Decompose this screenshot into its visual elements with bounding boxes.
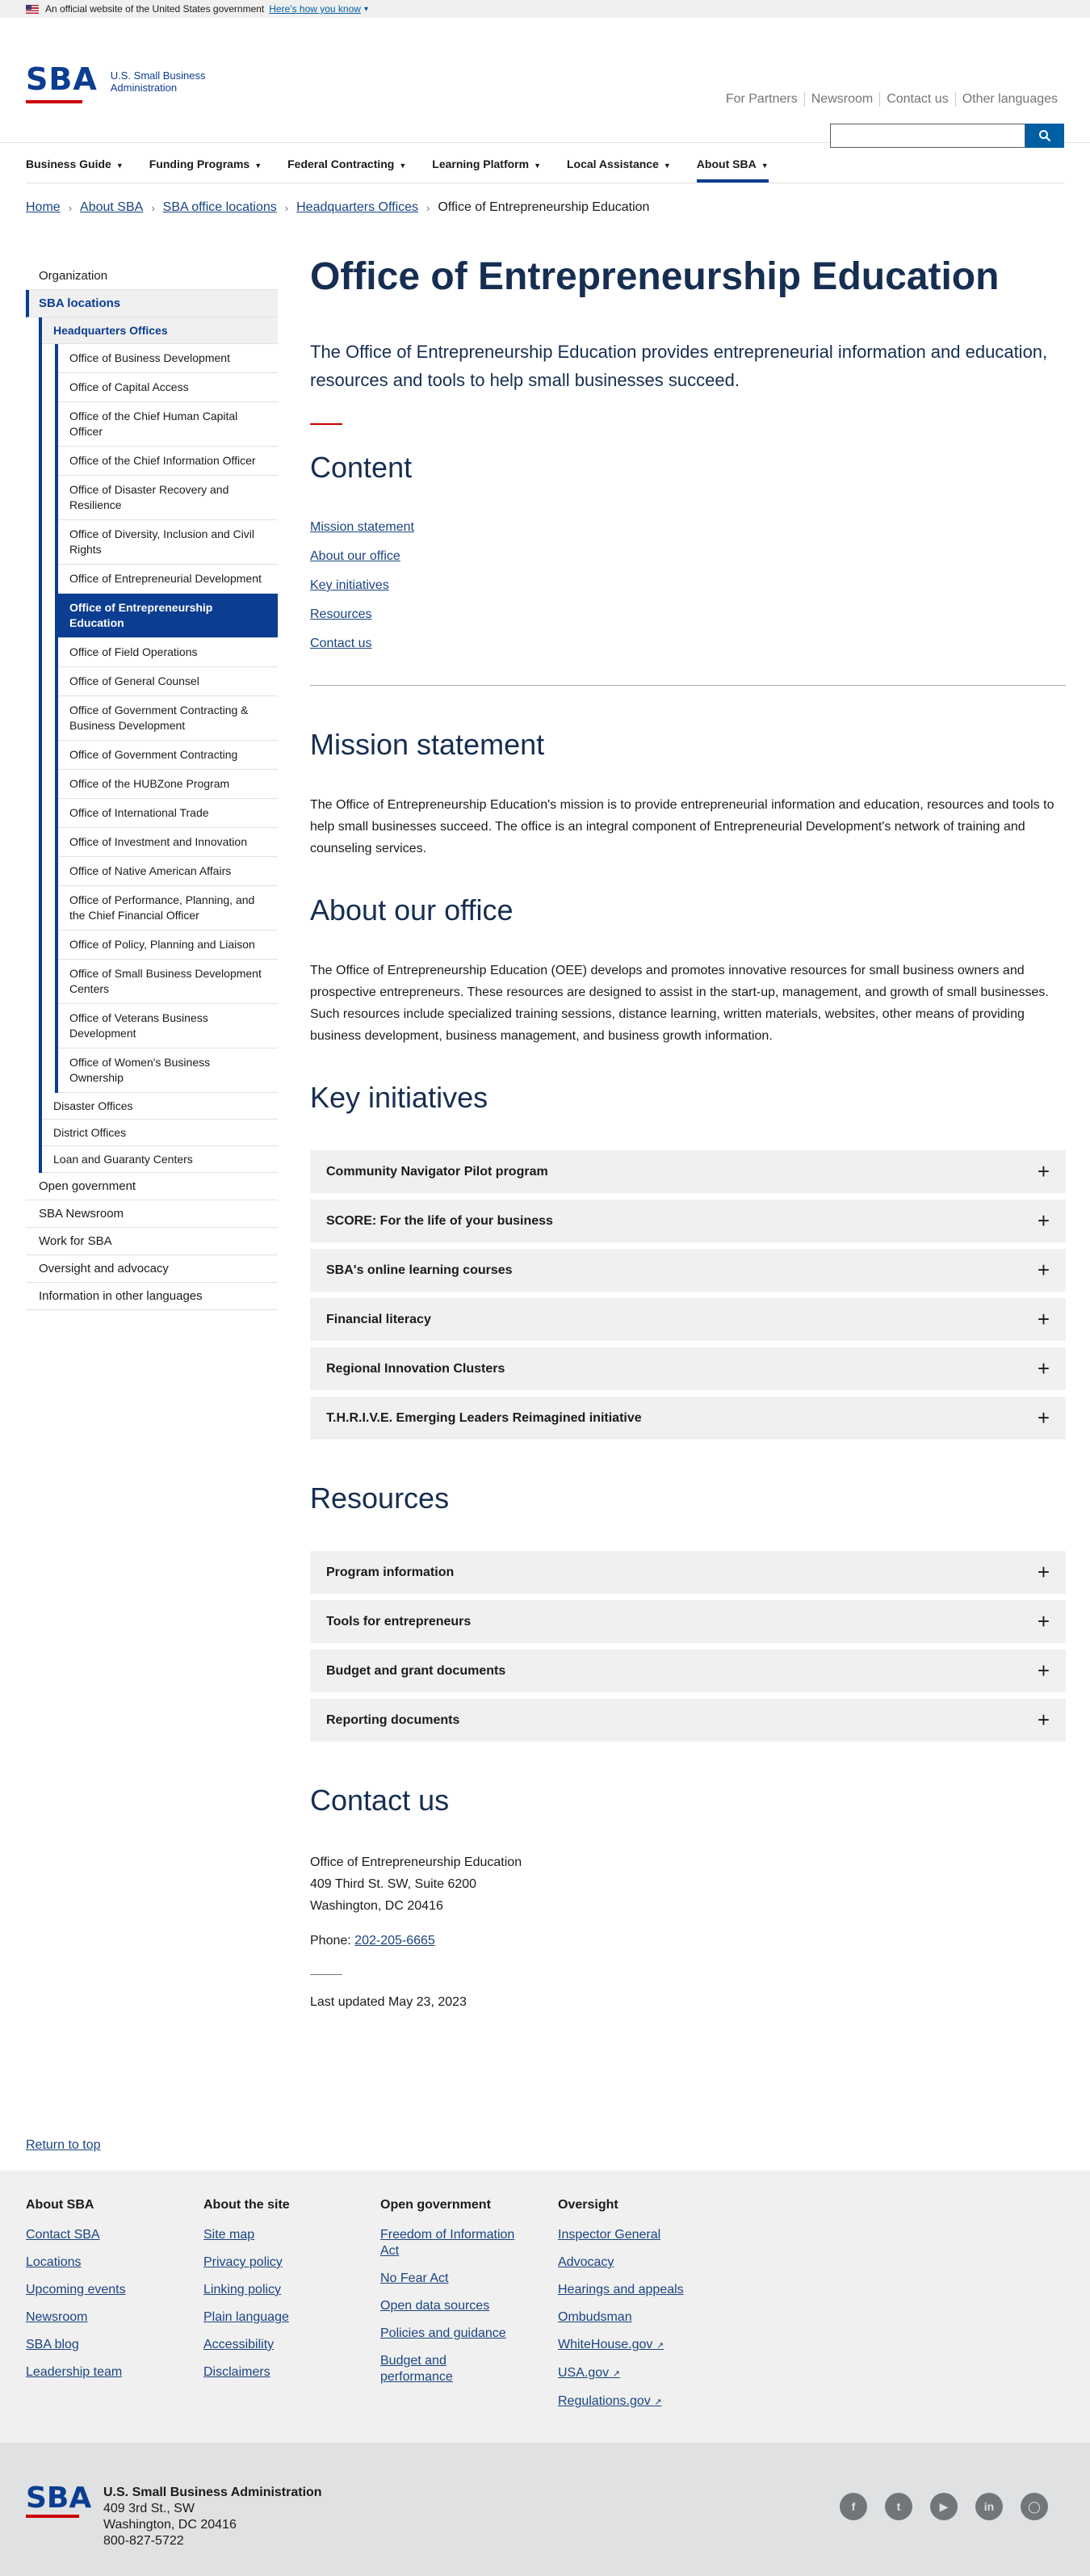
sidenav-oversight-advocacy[interactable]: Oversight and advocacy xyxy=(26,1255,278,1283)
footer-link[interactable]: Contact SBA xyxy=(26,2228,100,2242)
sidenav-hq-office[interactable]: Office of Native American Affairs xyxy=(58,857,278,886)
accordion-item[interactable]: Reporting documents + xyxy=(310,1699,1066,1742)
utility-nav xyxy=(719,92,1064,107)
sidenav-sba-locations[interactable]: SBA locations xyxy=(26,290,278,317)
chevron-right-icon: › xyxy=(284,201,289,214)
footer-link-external[interactable]: WhiteHouse.gov ↗ xyxy=(558,2338,664,2351)
footer-link[interactable]: Locations xyxy=(26,2255,82,2269)
accordion-item[interactable]: T.H.R.I.V.E. Emerging Leaders Reimagined initiative + xyxy=(310,1397,1066,1439)
initiatives-heading: Key initiatives xyxy=(310,1081,488,1114)
chevron-right-icon: › xyxy=(151,201,155,214)
sidenav-locations-sublist xyxy=(39,317,278,1173)
chevron-down-icon: ▼ xyxy=(663,162,671,170)
sidenav-hq-office[interactable]: Office of Investment and Innovation xyxy=(58,828,278,857)
sba-logo[interactable] xyxy=(26,58,206,105)
accordion-item[interactable]: SBA's online learning courses + xyxy=(310,1249,1066,1292)
facebook-icon[interactable]: f xyxy=(840,2493,867,2520)
initiatives-accordion xyxy=(310,1150,1066,1439)
sidenav-work-for-sba[interactable]: Work for SBA xyxy=(26,1228,278,1255)
footer-link[interactable]: Disclaimers xyxy=(203,2365,270,2379)
external-link-icon: ↗ xyxy=(654,2397,662,2407)
footer-link[interactable]: Linking policy xyxy=(203,2283,282,2297)
breadcrumb xyxy=(26,200,649,215)
gov-banner-text: An official website of the United States government xyxy=(45,3,265,15)
external-link-icon: ↗ xyxy=(656,2341,664,2351)
sidenav-hq-office[interactable]: Office of Entrepreneurial Development xyxy=(58,565,278,594)
sidenav-organization[interactable]: Organization xyxy=(26,263,278,290)
breadcrumb-about-sba[interactable]: About SBA xyxy=(80,200,144,214)
toc-link-about[interactable]: About our office xyxy=(310,549,400,563)
chevron-down-icon: ▼ xyxy=(399,162,407,170)
search-icon xyxy=(1038,129,1051,142)
nav-business-guide[interactable]: Business Guide ▼ xyxy=(26,158,124,170)
footer-link[interactable]: Accessibility xyxy=(203,2338,275,2351)
toc-link-mission[interactable]: Mission statement xyxy=(310,520,414,534)
table-of-contents xyxy=(310,520,1066,651)
instagram-icon[interactable]: ◯ xyxy=(1021,2493,1048,2520)
toc-link-resources[interactable]: Resources xyxy=(310,607,372,621)
about-heading: About our office xyxy=(310,893,514,927)
chevron-down-icon: ▾ xyxy=(363,4,368,14)
plus-icon: + xyxy=(1037,1159,1050,1183)
sidenav-headquarters-offices[interactable]: Headquarters Offices xyxy=(42,317,278,344)
sidenav-hq-office[interactable]: Office of General Counsel xyxy=(58,667,278,696)
footer-link[interactable]: Ombudsman xyxy=(558,2310,632,2324)
accordion-item[interactable]: Community Navigator Pilot program + xyxy=(310,1150,1066,1193)
page-lede: The Office of Entrepreneurship Education provides entrepreneurial information and education, resources and tools to help small businesses succeed. xyxy=(310,342,1048,390)
contact-address: Office of Entrepreneurship Education 409 Third St. SW, Suite 6200 Washington, DC 20416 xyxy=(310,1855,522,1913)
footer-link[interactable]: Budget and performance xyxy=(380,2354,453,2384)
util-nav-other-languages[interactable]: Other languages xyxy=(955,92,1064,107)
footer-link[interactable]: SBA blog xyxy=(26,2338,79,2351)
sidenav-hq-office[interactable]: Office of Diversity, Inclusion and Civil Rights xyxy=(58,520,278,565)
page-title: Office of Entrepreneurship Education xyxy=(310,255,1000,298)
twitter-icon[interactable]: t xyxy=(885,2493,912,2520)
sidenav-hq-office[interactable]: Office of Field Operations xyxy=(58,638,278,667)
mission-heading: Mission statement xyxy=(310,728,545,761)
nav-about-sba[interactable]: About SBA ▼ xyxy=(697,143,794,183)
sba-logo-mark: SBA xyxy=(26,58,103,105)
breadcrumb-current: Office of Entrepreneurship Education xyxy=(438,200,650,214)
breadcrumb-home[interactable]: Home xyxy=(26,200,61,214)
chevron-down-icon: ▼ xyxy=(115,162,124,170)
util-nav-for-partners[interactable]: For Partners xyxy=(725,92,798,106)
linkedin-icon[interactable]: in xyxy=(975,2493,1003,2520)
footer-address: U.S. Small Business Administration 409 3rd St., SW Washington, DC 20416 800-827-5722 xyxy=(103,2486,322,2548)
sidenav-hq-office[interactable]: Office of Small Business Development Centers xyxy=(58,960,278,1004)
footer-col-open-government: Open government Freedom of Information Act No Fear Act Open data sources Policies and guidance Budget and performance xyxy=(380,2198,542,2397)
footer-link[interactable]: Inspector General xyxy=(558,2228,661,2242)
social-links xyxy=(822,2493,1048,2520)
footer-link[interactable]: No Fear Act xyxy=(380,2271,449,2285)
breadcrumb-headquarters-offices[interactable]: Headquarters Offices xyxy=(296,200,419,214)
last-updated: Last updated May 23, 2023 xyxy=(310,1995,467,2009)
footer-link[interactable]: Policies and guidance xyxy=(380,2326,506,2340)
contact-heading: Contact us xyxy=(310,1784,450,1817)
footer-link-external[interactable]: Regulations.gov ↗ xyxy=(558,2394,662,2408)
sidenav-hq-office[interactable]: Office of Veterans Business Development xyxy=(58,1004,278,1048)
plus-icon: + xyxy=(1037,1356,1050,1380)
plus-icon: + xyxy=(1037,1560,1050,1584)
footer xyxy=(0,2170,1090,2443)
short-divider xyxy=(310,1974,342,1975)
footer-link[interactable]: Upcoming events xyxy=(26,2283,126,2297)
us-flag-icon xyxy=(26,5,39,14)
nav-learning-platform[interactable]: Learning Platform ▼ xyxy=(432,158,541,170)
accordion-item[interactable]: Tools for entrepreneurs + xyxy=(310,1600,1066,1643)
sidenav-hq-office[interactable]: Office of the HUBZone Program xyxy=(58,770,278,799)
chevron-right-icon: › xyxy=(426,201,430,214)
return-to-top-link[interactable]: Return to top xyxy=(26,2138,101,2152)
sba-logo-text: U.S. Small Business Administration xyxy=(110,69,206,94)
main-nav xyxy=(26,143,1064,183)
sidenav-hq-office[interactable]: Office of Government Contracting xyxy=(58,741,278,770)
footer-link[interactable]: Privacy policy xyxy=(203,2255,283,2269)
main-content xyxy=(310,252,1066,2013)
site-header xyxy=(0,18,1090,143)
footer-link[interactable]: Open data sources xyxy=(380,2299,490,2313)
footer-bottom xyxy=(0,2443,1090,2576)
resources-accordion xyxy=(310,1551,1066,1742)
accordion-item[interactable]: Financial literacy + xyxy=(310,1298,1066,1341)
section-divider xyxy=(310,685,1066,686)
sidenav-hq-office[interactable]: Office of Capital Access xyxy=(58,373,278,402)
sidenav-other-languages[interactable]: Information in other languages xyxy=(26,1283,278,1310)
about-text: The Office of Entrepreneurship Education (OEE) develops and promotes innovative resources for small business owners and prospective entrepreneurs. These resources are designed to assist in the start-up, management, and growth of small businesses. Such resources include specialized training sessions, distance learning, written materials, websites, other means of providing business development, business management, and business growth information. xyxy=(310,964,1049,1043)
footer-link[interactable]: Site map xyxy=(203,2228,255,2242)
sidenav-hq-office[interactable]: Office of Business Development xyxy=(58,344,278,373)
footer-link[interactable]: Advocacy xyxy=(558,2255,614,2269)
resources-heading: Resources xyxy=(310,1481,450,1515)
plus-icon: + xyxy=(1037,1609,1050,1633)
sidenav-hq-office-current[interactable]: Office of Entrepreneurship Education xyxy=(58,594,278,638)
accordion-item[interactable]: Regional Innovation Clusters + xyxy=(310,1347,1066,1390)
chevron-right-icon: › xyxy=(68,201,73,214)
footer-link-external[interactable]: USA.gov ↗ xyxy=(558,2366,620,2380)
gov-banner xyxy=(0,0,1090,18)
footer-link[interactable]: Freedom of Information Act xyxy=(380,2228,515,2258)
toc-link-contact[interactable]: Contact us xyxy=(310,637,372,650)
footer-link[interactable]: Hearings and appeals xyxy=(558,2283,684,2297)
sidenav xyxy=(26,263,278,1310)
sidenav-hq-office[interactable]: Office of International Trade xyxy=(58,799,278,828)
sidenav-hq-office[interactable]: Office of Performance, Planning, and the Chief Financial Officer xyxy=(58,886,278,931)
plus-icon: + xyxy=(1037,1658,1050,1683)
nav-local-assistance[interactable]: Local Assistance ▼ xyxy=(567,158,671,170)
sidenav-district-offices[interactable]: District Offices xyxy=(42,1120,278,1146)
sidenav-hq-office[interactable]: Office of Policy, Planning and Liaison xyxy=(58,931,278,960)
plus-icon: + xyxy=(1037,1708,1050,1732)
plus-icon: + xyxy=(1037,1208,1050,1233)
plus-icon: + xyxy=(1037,1307,1050,1331)
accordion-item[interactable]: Budget and grant documents + xyxy=(310,1649,1066,1692)
external-link-icon: ↗ xyxy=(612,2369,620,2379)
footer-link[interactable]: Leadership team xyxy=(26,2365,123,2379)
footer-col-about-sba: About SBA Contact SBA Locations Upcoming events Newsroom SBA blog Leadership team xyxy=(26,2198,195,2392)
util-nav-newsroom[interactable]: Newsroom xyxy=(804,92,879,107)
contact-phone: Phone: 202-205-6665 xyxy=(310,1934,435,1948)
red-divider xyxy=(310,423,342,425)
sidenav-sba-newsroom[interactable]: SBA Newsroom xyxy=(26,1200,278,1228)
chevron-down-icon: ▼ xyxy=(761,162,769,170)
sidenav-disaster-offices[interactable]: Disaster Offices xyxy=(42,1093,278,1120)
sidenav-loan-guaranty-centers[interactable]: Loan and Guaranty Centers xyxy=(42,1146,278,1173)
sidenav-hq-office[interactable]: Office of Disaster Recovery and Resilience xyxy=(58,476,278,520)
toc-link-initiatives[interactable]: Key initiatives xyxy=(310,578,389,592)
sidenav-hq-office[interactable]: Office of Women's Business Ownership xyxy=(58,1048,278,1093)
util-nav-contact-us[interactable]: Contact us xyxy=(879,92,954,107)
accordion-item[interactable]: Program information + xyxy=(310,1551,1066,1594)
footer-sba-logo[interactable]: SBA xyxy=(26,2481,91,2515)
heres-how-you-know-link[interactable]: Here's how you know xyxy=(269,3,361,15)
sidenav-open-government[interactable]: Open government xyxy=(26,1173,278,1200)
mission-text: The Office of Entrepreneurship Education's mission is to provide entrepreneurial information and education, resources and tools to help small businesses succeed. The office is an integral component of Entrepreneurial Development's network of training and counseling services. xyxy=(310,798,1054,855)
sidenav-hq-sublist xyxy=(55,344,278,1093)
footer-link[interactable]: Newsroom xyxy=(26,2310,88,2324)
footer-col-oversight: Oversight Inspector General Advocacy Hearings and appeals Ombudsman WhiteHouse.gov ↗ USA.gov ↗ Regulations.gov ↗ xyxy=(558,2198,727,2422)
footer-link[interactable]: Plain language xyxy=(203,2310,289,2324)
sidenav-hq-office[interactable]: Office of the Chief Information Officer xyxy=(58,447,278,476)
accordion-item[interactable]: SCORE: For the life of your business + xyxy=(310,1200,1066,1242)
sidenav-hq-office[interactable]: Office of Government Contracting & Business Development xyxy=(58,696,278,741)
plus-icon: + xyxy=(1037,1406,1050,1430)
phone-link[interactable]: 202-205-6665 xyxy=(354,1934,435,1948)
content-heading: Content xyxy=(310,451,413,484)
breadcrumb-office-locations[interactable]: SBA office locations xyxy=(162,200,277,214)
youtube-icon[interactable]: ▶ xyxy=(930,2493,958,2520)
plus-icon: + xyxy=(1037,1258,1050,1282)
chevron-down-icon: ▼ xyxy=(254,162,262,170)
footer-col-about-site: About the site Site map Privacy policy Linking policy Plain language Accessibility Disclaimers xyxy=(203,2198,373,2392)
nav-funding-programs[interactable]: Funding Programs ▼ xyxy=(149,158,262,170)
chevron-down-icon: ▼ xyxy=(534,162,541,170)
nav-federal-contracting[interactable]: Federal Contracting ▼ xyxy=(287,158,407,170)
sidenav-hq-office[interactable]: Office of the Chief Human Capital Officer xyxy=(58,402,278,447)
